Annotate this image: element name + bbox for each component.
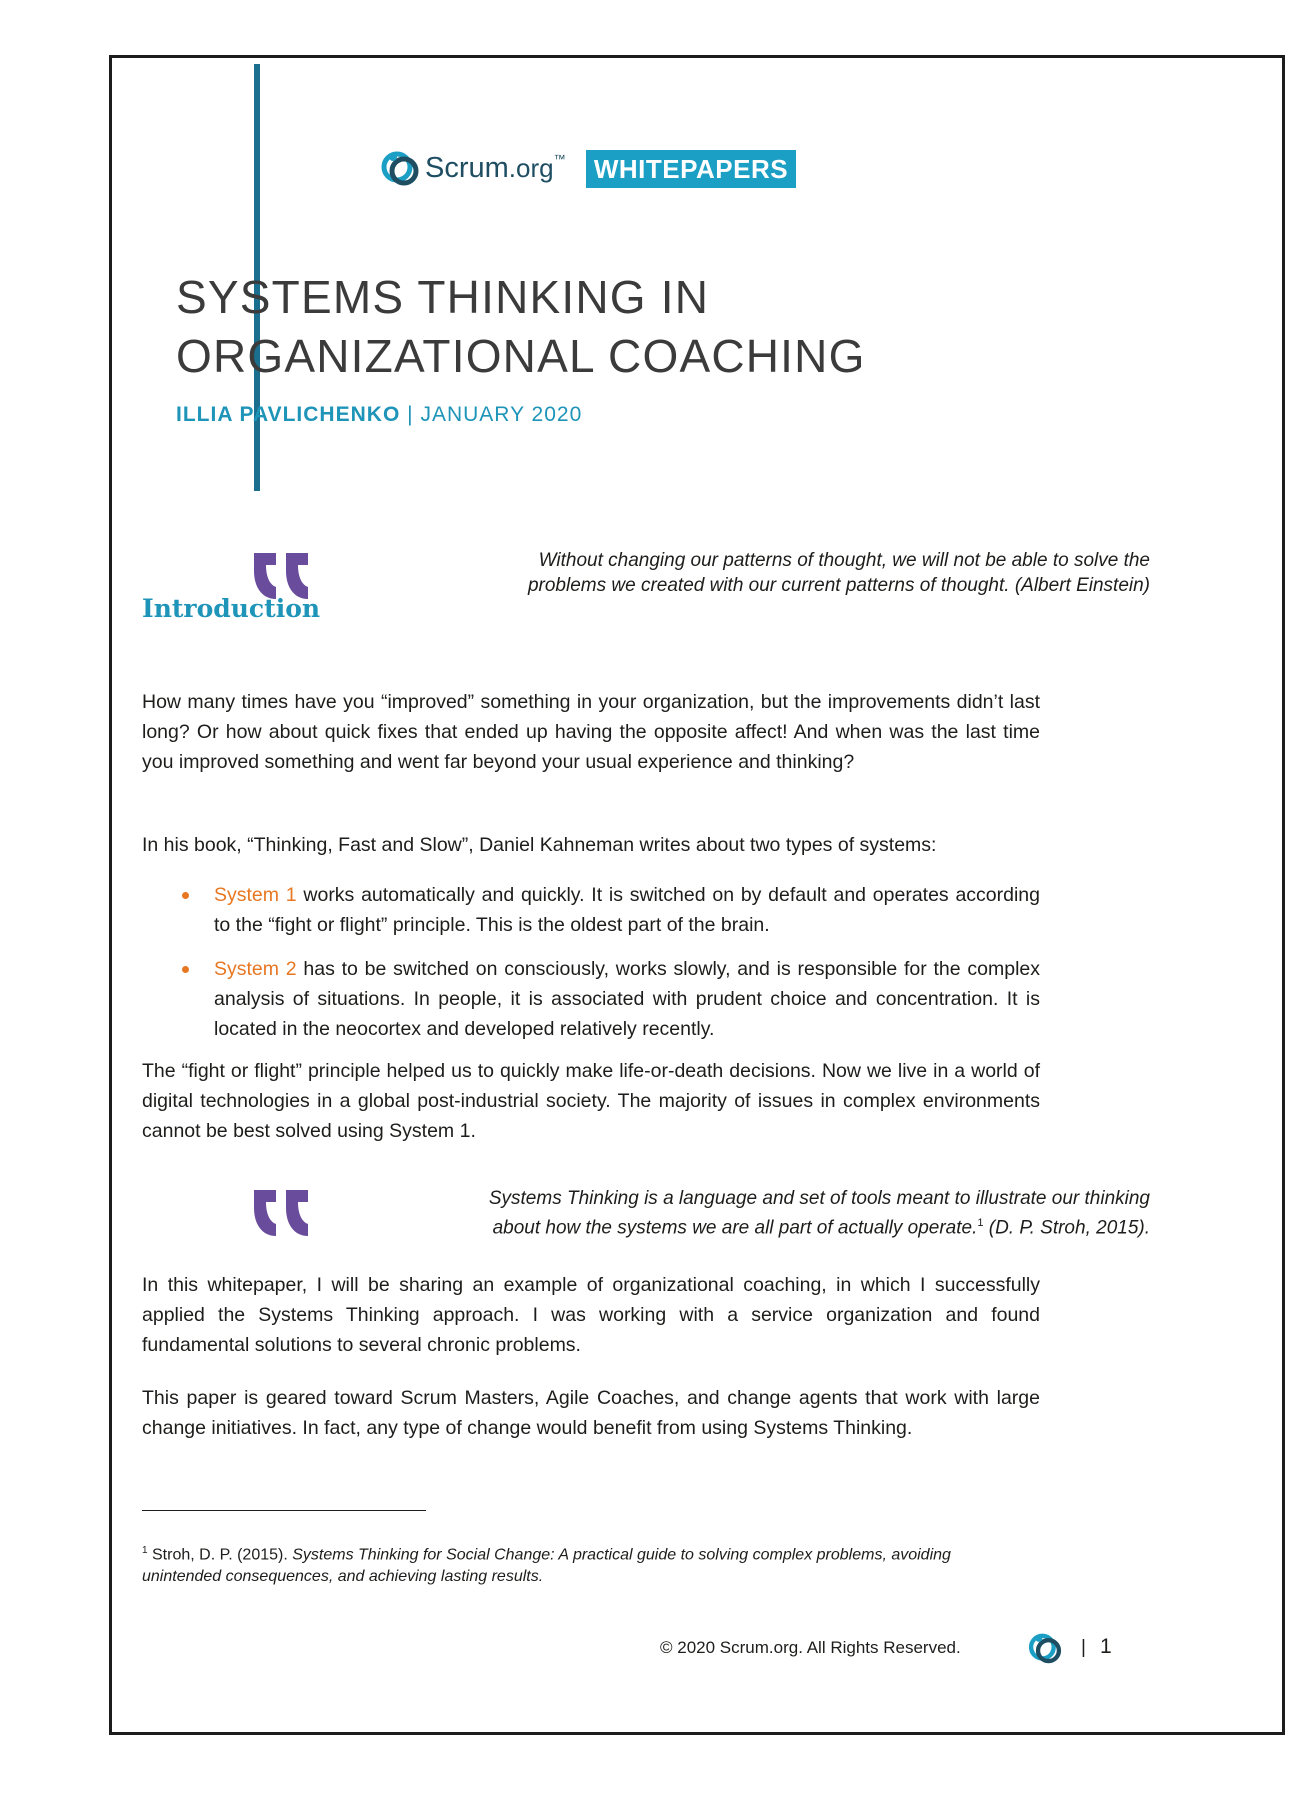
- intro-paragraph-2: In his book, “Thinking, Fast and Slow”, Daniel Kahneman writes about two types of systems:: [142, 834, 937, 856]
- title-line-2: ORGANIZATIONAL COACHING: [176, 330, 866, 382]
- quote-2-citation: (D. P. Stroh, 2015).: [983, 1217, 1150, 1239]
- list-item: [142, 880, 1040, 940]
- body-paragraph-1: In this whitepaper, I will be sharing an example of organizational coaching, in which I successfully applied the Systems Thinking approach. I was working with a service organization and found fundamental solutions to several chronic problems.: [142, 1274, 1040, 1356]
- brand-header: [377, 145, 817, 191]
- footer-separator: |: [1081, 1637, 1086, 1658]
- page-number: 1: [1100, 1635, 1112, 1658]
- system-term: System 1: [214, 884, 297, 906]
- footer-copyright: © 2020 Scrum.org. All Rights Reserved.: [660, 1638, 961, 1657]
- quote-1-line-1: Without changing our patterns of thought, we will not be able to solve the: [538, 550, 1150, 571]
- byline-separator: |: [407, 403, 414, 426]
- systems-list: [142, 880, 1040, 1058]
- system-description: has to be switched on consciously, works slowly, and is responsible for the complex analysis of situations. In people, it is associated with prudent choice and concentration. It is located in the neocortex and developed relatively recently.: [214, 958, 1040, 1040]
- author-name: ILLIA PAVLICHENKO: [176, 403, 401, 426]
- bullet-icon: [182, 892, 189, 899]
- stroh-quote: [340, 1186, 1150, 1240]
- brand-name-main: Scrum: [425, 152, 509, 184]
- body-paragraph-2: This paper is geared toward Scrum Masters, Agile Coaches, and change agents that work with large change initiatives. In fact, any type of change would benefit from using Systems Thinking.: [142, 1387, 1040, 1439]
- bullet-icon: [182, 966, 189, 973]
- byline: [176, 403, 582, 427]
- einstein-quote: [360, 548, 1150, 598]
- brand-tm: ™: [553, 152, 566, 166]
- document-title: [176, 268, 1076, 386]
- footnote-number: 1: [142, 1545, 148, 1556]
- footnote-title: Systems Thinking for Social Change: A practical guide to solving complex problems, avoiding unintended consequences, and achieving lasting results.: [142, 1546, 951, 1586]
- footnote-author: Stroh, D. P. (2015).: [147, 1546, 293, 1564]
- quote-mark-icon: [252, 1188, 312, 1238]
- publication-date: JANUARY 2020: [420, 403, 583, 426]
- quote-2-line-1: Systems Thinking is a language and set of tools meant to illustrate our thinking: [488, 1188, 1150, 1209]
- intro-paragraph-3: The “fight or flight” principle helped us to quickly make life-or-death decisions. Now we live in a world of digital technologies in a global post-industrial society. The majority of issues in complex environments cannot be best solved using System 1.: [142, 1060, 1040, 1142]
- brand-name: [425, 152, 566, 185]
- footnote-divider: [142, 1510, 426, 1511]
- scrum-footer-logo-icon: [1025, 1628, 1065, 1668]
- whitepapers-badge: WHITEPAPERS: [586, 150, 796, 188]
- brand-name-suffix: .org: [508, 153, 554, 183]
- system-description: works automatically and quickly. It is switched on by default and operates according to the “fight or flight” principle. This is the oldest part of the brain.: [214, 884, 1040, 936]
- footnote: [142, 1540, 1002, 1588]
- quote-2-line-2: about how the systems we are all part of actually operate.: [492, 1217, 978, 1239]
- footnote-reference[interactable]: 1: [977, 1217, 984, 1229]
- list-item: [142, 954, 1040, 1044]
- intro-paragraph-1: How many times have you “improved” something in your organization, but the improvements didn’t last long? Or how about quick fixes that ended up having the opposite affect! And when was the last time you improved something and went far beyond your usual experience and thinking?: [142, 691, 1040, 773]
- section-heading-introduction: Introduction: [142, 594, 321, 623]
- scrum-logo-icon: [377, 145, 423, 191]
- title-line-1: SYSTEMS THINKING IN: [176, 271, 710, 323]
- system-term: System 2: [214, 958, 297, 980]
- quote-1-line-2: problems we created with our current patterns of thought. (Albert Einstein): [527, 575, 1150, 596]
